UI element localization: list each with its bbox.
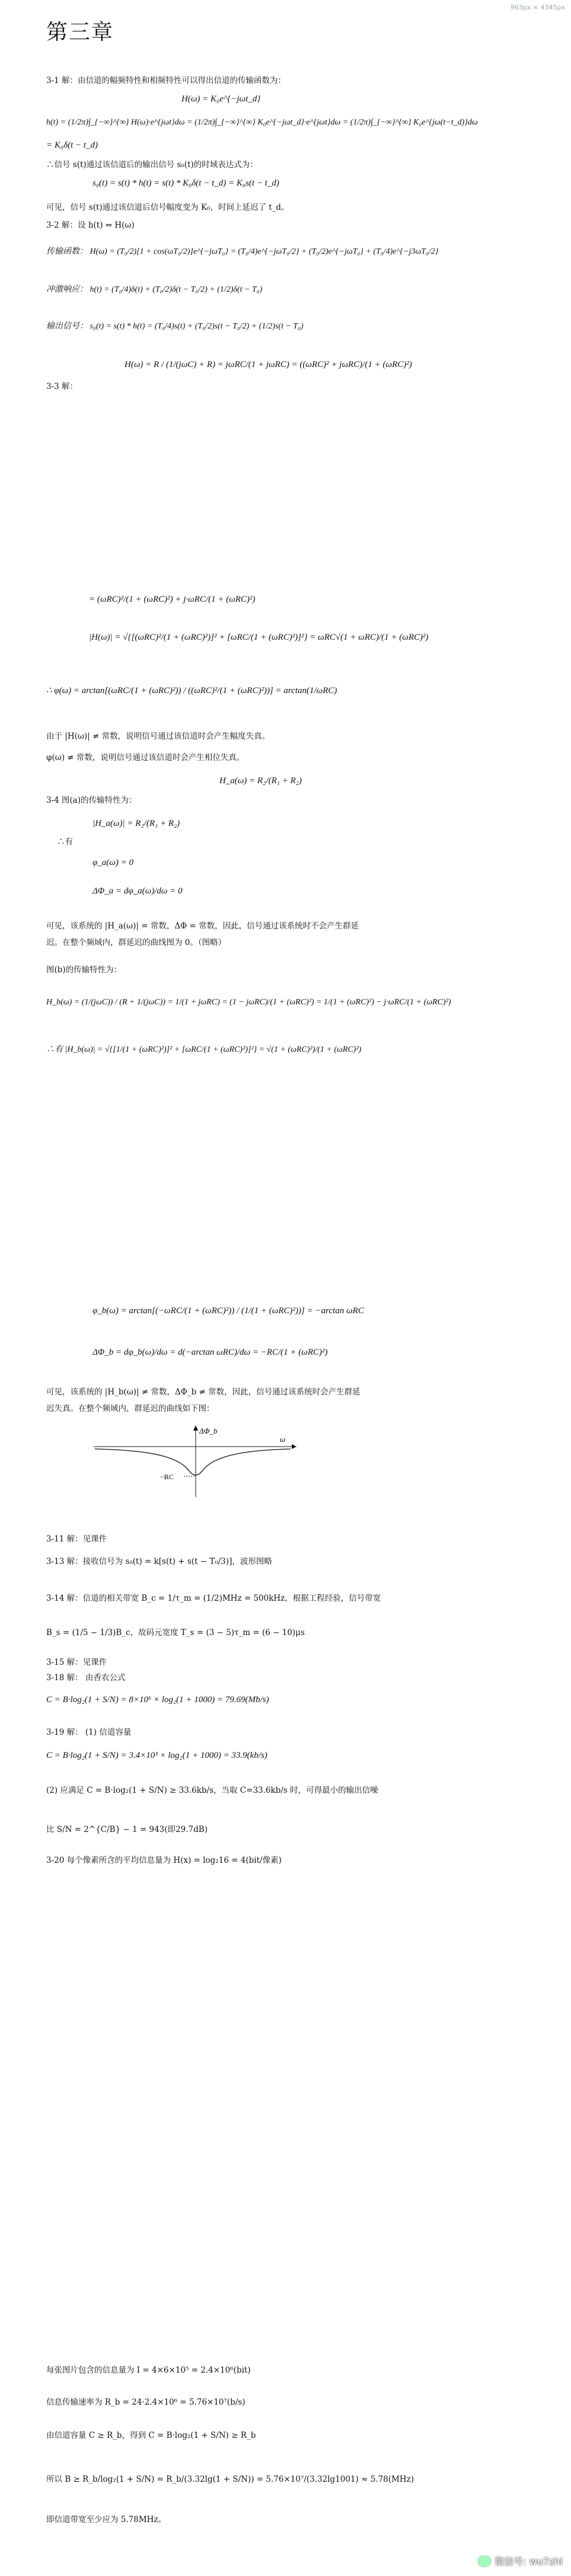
equation-rc-magnitude: |H(ω)| = √{[(ωRC)²/(1 + (ωRC)²)]² + [ωRC/(1 + (ωRC)²)]²} = ωRC√(1 + ωRC)/(1 + (ωRC)²) [89,633,429,642]
problem-3-2-intro: 3-2 解：设 h(t) ⇔ H(ω) [46,221,135,230]
wechat-watermark [478,2554,563,2568]
equation-s0-t: s₀(t) = s(t) * h(t) = s(t) * K₀δ(t − t_d) = K₀s(t − t_d) [92,178,279,188]
equation-shannon-3-19: C = B·log₂(1 + S/N) = 3.4×10³ × log₂(1 + 1000) = 33.9(kb/s) [46,1751,267,1760]
y-axis-arrow [193,1425,198,1431]
problem-3-4-intro: 3-4 图(a)的传输特性为： [46,796,137,805]
equation-rc-transfer: H(ω) = R / (1/(jωC) + R) = jωRC/(1 + jωRC) = ((ωRC)² + jωRC)/(1 + (ωRC)²) [125,360,412,369]
problem-3-4-a-conclusion-2: 迟。在整个频域内，群延迟的曲线图为 0。（图略） [46,938,227,947]
equation-impulse-response: 冲激响应： h(t) = (T₀/4)δ(t) + (T₀/2)δ(t − T₀/2) + (1/2)δ(t − T₀) [46,285,263,294]
watermark-text: 微信号: wu7zhi [495,2556,563,2567]
chapter-title: 第三章 [46,20,114,44]
problem-3-11: 3-11 解：见课件 [46,1534,107,1544]
problem-3-4-a-conclusion-1: 可见，该系统的 |H_a(ω)| = 常数，ΔΦ = 常数，因此，信号通过该系统时不会产生群延 [46,921,359,931]
equation-H-omega: H(ω) = K₀e^{−jωt_d} [181,94,261,104]
problem-3-20: 3-20 每个像素所含的平均信息量为 H(x) = log₂16 = 4(bit/像素) [46,1856,282,1865]
problem-3-1-conclusion: 可见，信号 s(t)通过该信道后信号幅度变为 K₀，时间上延迟了 t_d。 [46,203,289,212]
problem-3-14-line-2: B_s = (1/5 − 1/3)B_c，故码元宽度 T_s = (3 − 5)τ_m = (6 − 10)μs [46,1628,305,1637]
group-delay-curve-figure [89,1423,302,1500]
equation-phi-b: φ_b(ω) = arctan[(−ωRC/(1 + (ωRC)²)) / (1/(1 + (ωRC)²))] = −arctan ωRC [92,1306,364,1316]
problem-3-20-conclusion: 即信道带宽至少应为 5.78MHz。 [46,2515,167,2524]
problem-3-13: 3-13 解：接收信号为 s₀(t) = k[s(t) + s(t − T₀/3)]，波形图略 [46,1557,272,1566]
equation-Hb-magnitude: ∴有 |H_b(ω)| = √{[1/(1 + (ωRC)²)]² + [ωRC/(1 + (ωRC)²)]²} = √(1 + (ωRC)²)/(1 + (ωRC)²) [46,1045,362,1054]
problem-3-20-bandwidth: 所以 B ≥ R_b/log₂(1 + S/N) = R_b/(3.32lg(1 + S/N)) = 5.76×10⁷/(3.32lg1001) ≈ 5.78(MHz) [46,2475,414,2484]
x-axis-arrow [292,1444,296,1449]
equation-group-delay-a: ΔΦ_a = dφ_a(ω)/dω = 0 [92,886,183,896]
problem-3-4-b-conclusion-1: 可见，该系统的 |H_b(ω)| ≠ 常数，ΔΦ_b ≠ 常数，因此，信号通过该系统时会产生群延 [46,1387,361,1397]
problem-3-20-capacity: 由信道容量 C ≥ R_b，得到 C = B·log₂(1 + S/N) ≥ R_b [46,2431,256,2440]
equation-rc-phase: ∴ φ(ω) = arctan[(ωRC/(1 + (ωRC)²)) / ((ωRC)²/(1 + (ωRC)²))] = arctan(1/ωRC) [46,686,337,695]
group-delay-curve [95,1449,291,1475]
equation-output-signal: 输出信号： s₀(t) = s(t) * h(t) = (T₀/4)s(t) + (T₀/2)s(t − T₀/2) + (1/2)s(t − T₀) [46,322,304,331]
therefore-label-a: ∴有 [57,837,73,847]
min-value-label: −RC [160,1473,174,1481]
problem-3-3-phase-distortion: φ(ω) ≠ 常数，说明信号通过该信道时会产生相位失真。 [46,753,245,762]
equation-h-t: h(t) = (1/2π)∫_{−∞}^{∞} H(ω)·e^{jωt}dω = (1/2π)∫_{−∞}^{∞} K₀e^{−jωt_d}·e^{jωt}dω = (1/2π)∫_{−∞}^{∞} K₀e^{jω(t−t_d)}dω [46,118,478,127]
problem-3-15: 3-15 解：见课件 [46,1658,107,1667]
problem-3-4-b-intro: 图(b)的传输特性为： [46,965,122,975]
equation-transfer-function: 传输函数： H(ω) = (T₀/2)[1 + cos(ωT₀/2)]e^{−jωT₀} = (T₀/4)e^{−jωT₀/2} + (T₀/2)e^{−jωT₀} + (T₀/4)e^{−j3ωT₀/2} [46,247,439,256]
problem-3-19-snr: 比 S/N = 2^{C/B} − 1 = 943(即29.7dB) [46,1825,208,1834]
problem-3-1-intro: 3-1 解：由信道的幅频特性和相频特性可以得出信道的传输函数为： [46,76,286,85]
equation-Hb: H_b(ω) = (1/(jωC)) / (R + 1/(jωC)) = 1/(1 + jωRC) = (1 − jωRC)/(1 + (ωRC)²) = 1/(1 + (ωRC)²) − j·ωRC/(1 + (ωRC)²) [46,998,451,1007]
equation-phi-a: φ_a(ω) = 0 [92,858,134,867]
problem-3-20-information: 每张图片包含的信息量为 I = 4×6×10⁵ = 2.4×10⁶(bit) [46,2366,251,2375]
wechat-icon [478,2556,491,2567]
problem-3-20-rate: 信息传输速率为 R_b = 24·2.4×10⁶ = 5.76×10⁷(b/s) [46,2398,245,2407]
equation-group-delay-b: ΔΦ_b = dφ_b(ω)/dω = d(−arctan ωRC)/dω = −RC/(1 + (ωRC)²) [92,1348,328,1357]
equation-rc-real-imag: = (ωRC)²/(1 + (ωRC)²) + j·ωRC/(1 + (ωRC)²) [89,595,256,604]
equation-Ha-magnitude: |H_a(ω)| = R₂/(R₁ + R₂) [92,819,180,828]
image-size-info: 963px × 4345px [510,4,565,11]
problem-3-3-label: 3-3 解： [46,382,78,391]
problem-3-14-line-1: 3-14 解：信道的相关带宽 B_c = 1/τ_m = (1/2)MHz = 500kHz，根据工程经验，信号带宽 [46,1594,381,1603]
equation-Ha: H_a(ω) = R₂/(R₁ + R₂) [219,776,302,786]
equation-h-t-result: = K₀δ(t − t_d) [46,141,98,150]
problem-3-3-amplitude-distortion: 由于 |H(ω)| ≠ 常数，说明信号通过该信道时会产生幅度失真。 [46,732,270,741]
problem-3-1-output-intro: ∴信号 s(t)通过该信道后的输出信号 s₀(t)的时域表达式为： [46,160,258,170]
x-axis-label: ω [280,1435,286,1444]
equation-shannon-3-18: C = B·log₂(1 + S/N) = 8×10⁶ × log₂(1 + 1000) = 79.69(Mb/s) [46,1695,269,1704]
y-axis-label: ΔΦ_b [199,1426,218,1435]
problem-3-19: 3-19 解： (1) 信道容量 [46,1728,132,1737]
problem-3-4-b-conclusion-2: 迟失真。在整个频域内，群延迟的曲线如下图： [46,1404,215,1413]
problem-3-19-part-2: (2) 应满足 C = B·log₂(1 + S/N) ≥ 33.6kb/s，当取 C=33.6kb/s 时，可得最小的输出信噪 [46,1786,378,1795]
problem-3-18: 3-18 解： 由香农公式 [46,1673,126,1683]
